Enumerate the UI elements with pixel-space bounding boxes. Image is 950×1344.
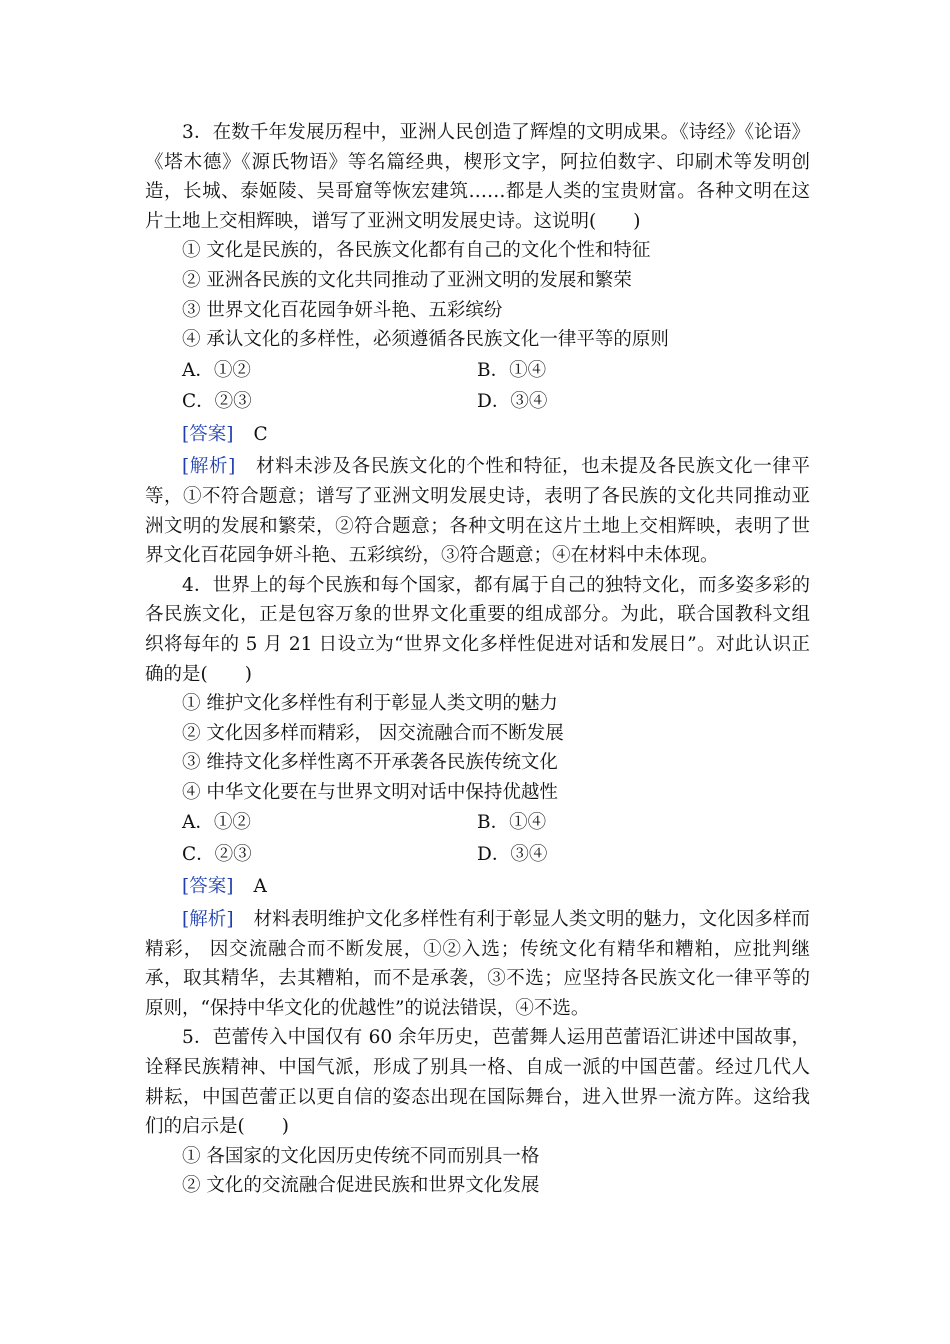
choice-row bbox=[145, 355, 810, 387]
choice-row bbox=[145, 839, 810, 871]
statement-item: ③ 维持文化多样性离不开承袭各民族传统文化 bbox=[182, 752, 558, 774]
choice-d: D．③④ bbox=[477, 843, 548, 865]
choice-row bbox=[145, 807, 810, 839]
choice-c: C．②③ bbox=[182, 391, 252, 413]
statement-item: ① 文化是民族的，各民族文化都有自己的文化个性和特征 bbox=[182, 240, 651, 262]
analysis-text: 材料表明维护文化多样性有利于彰显人类文明的魅力，文化因多样而精彩， 因交流融合而不断发展，①②入选；传统文化有精华和糟粕，应批判继承，取其精华，去其糟粕，而不是承袭，③不选；应坚持各民族文化一律平等的原则，“保持中华文化的优越性”的说法错误，④不选。 bbox=[145, 909, 810, 1019]
choice-c: C．②③ bbox=[182, 843, 252, 865]
document-page bbox=[145, 118, 810, 1201]
statement-item: ③ 世界文化百花园争妍斗艳、五彩缤纷 bbox=[182, 299, 503, 321]
statement-item: ① 维护文化多样性有利于彰显人类文明的魅力 bbox=[182, 693, 558, 715]
analysis-tag: [解析] bbox=[182, 909, 234, 931]
analysis-paragraph bbox=[145, 452, 810, 570]
choice-b: B．①④ bbox=[477, 359, 547, 381]
answer-value: A bbox=[253, 876, 267, 898]
statement-item: ④ 中华文化要在与世界文明对话中保持优越性 bbox=[182, 781, 558, 803]
statement-item: ② 文化因多样而精彩， 因交流融合而不断发展 bbox=[182, 722, 564, 744]
question-3 bbox=[145, 118, 810, 571]
statement-item: ① 各国家的文化因历史传统不同而别具一格 bbox=[182, 1145, 540, 1167]
choice-b: B．①④ bbox=[477, 812, 547, 834]
choice-row bbox=[145, 386, 810, 418]
question-5 bbox=[145, 1023, 810, 1201]
statement-item: ② 文化的交流融合促进民族和世界文化发展 bbox=[182, 1175, 540, 1197]
answer-line bbox=[145, 420, 810, 450]
answer-tag: [答案] bbox=[182, 423, 234, 445]
question-stem: 5．芭蕾传入中国仅有 60 余年历史，芭蕾舞人运用芭蕾语汇讲述中国故事，诠释民族精神、中国气派，形成了别具一格、自成一派的中国芭蕾。经过几代人耕耘，中国芭蕾正以更自信的姿态出现在国际舞台，进入世界一流方阵。这给我们的启示是( ) bbox=[145, 1027, 810, 1138]
question-4 bbox=[145, 571, 810, 1024]
statement-item: ② 亚洲各民族的文化共同推动了亚洲文明的发展和繁荣 bbox=[182, 269, 632, 291]
choice-a: A．①② bbox=[182, 359, 251, 381]
answer-line bbox=[145, 872, 810, 902]
answer-value: C bbox=[253, 423, 268, 445]
analysis-paragraph bbox=[145, 905, 810, 1023]
choice-d: D．③④ bbox=[477, 391, 548, 413]
statement-item: ④ 承认文化的多样性，必须遵循各民族文化一律平等的原则 bbox=[182, 329, 669, 351]
analysis-text: 材料未涉及各民族文化的个性和特征，也未提及各民族文化一律平等，①不符合题意；谱写了亚洲文明发展史诗，表明了各民族的文化共同推动亚洲文明的发展和繁荣，②符合题意；各种文明在这片土地上交相辉映，表明了世界文化百花园争妍斗艳、五彩缤纷，③符合题意；④在材料中未体现。 bbox=[145, 456, 810, 567]
question-stem: 4．世界上的每个民族和每个国家，都有属于自己的独特文化，而多姿多彩的各民族文化，正是包容万象的世界文化重要的组成部分。为此，联合国教科文组织将每年的 5 月 21 日设立为“世界文化多样性促进对话和发展日”。对此认识正确的是( ) bbox=[145, 574, 810, 685]
question-stem: 3．在数千年发展历程中，亚洲人民创造了辉煌的文明成果。《诗经》《论语》《塔木德》《源氏物语》等名篇经典，楔形文字，阿拉伯数字、印刷术等发明创造，长城、泰姬陵、吴哥窟等恢宏建筑……都是人类的宝贵财富。各种文明在这片土地上交相辉映，谱写了亚洲文明发展史诗。这说明( ) bbox=[145, 122, 810, 232]
answer-tag: [答案] bbox=[182, 876, 234, 898]
analysis-tag: [解析] bbox=[182, 456, 236, 478]
choice-a: A．①② bbox=[182, 812, 251, 834]
